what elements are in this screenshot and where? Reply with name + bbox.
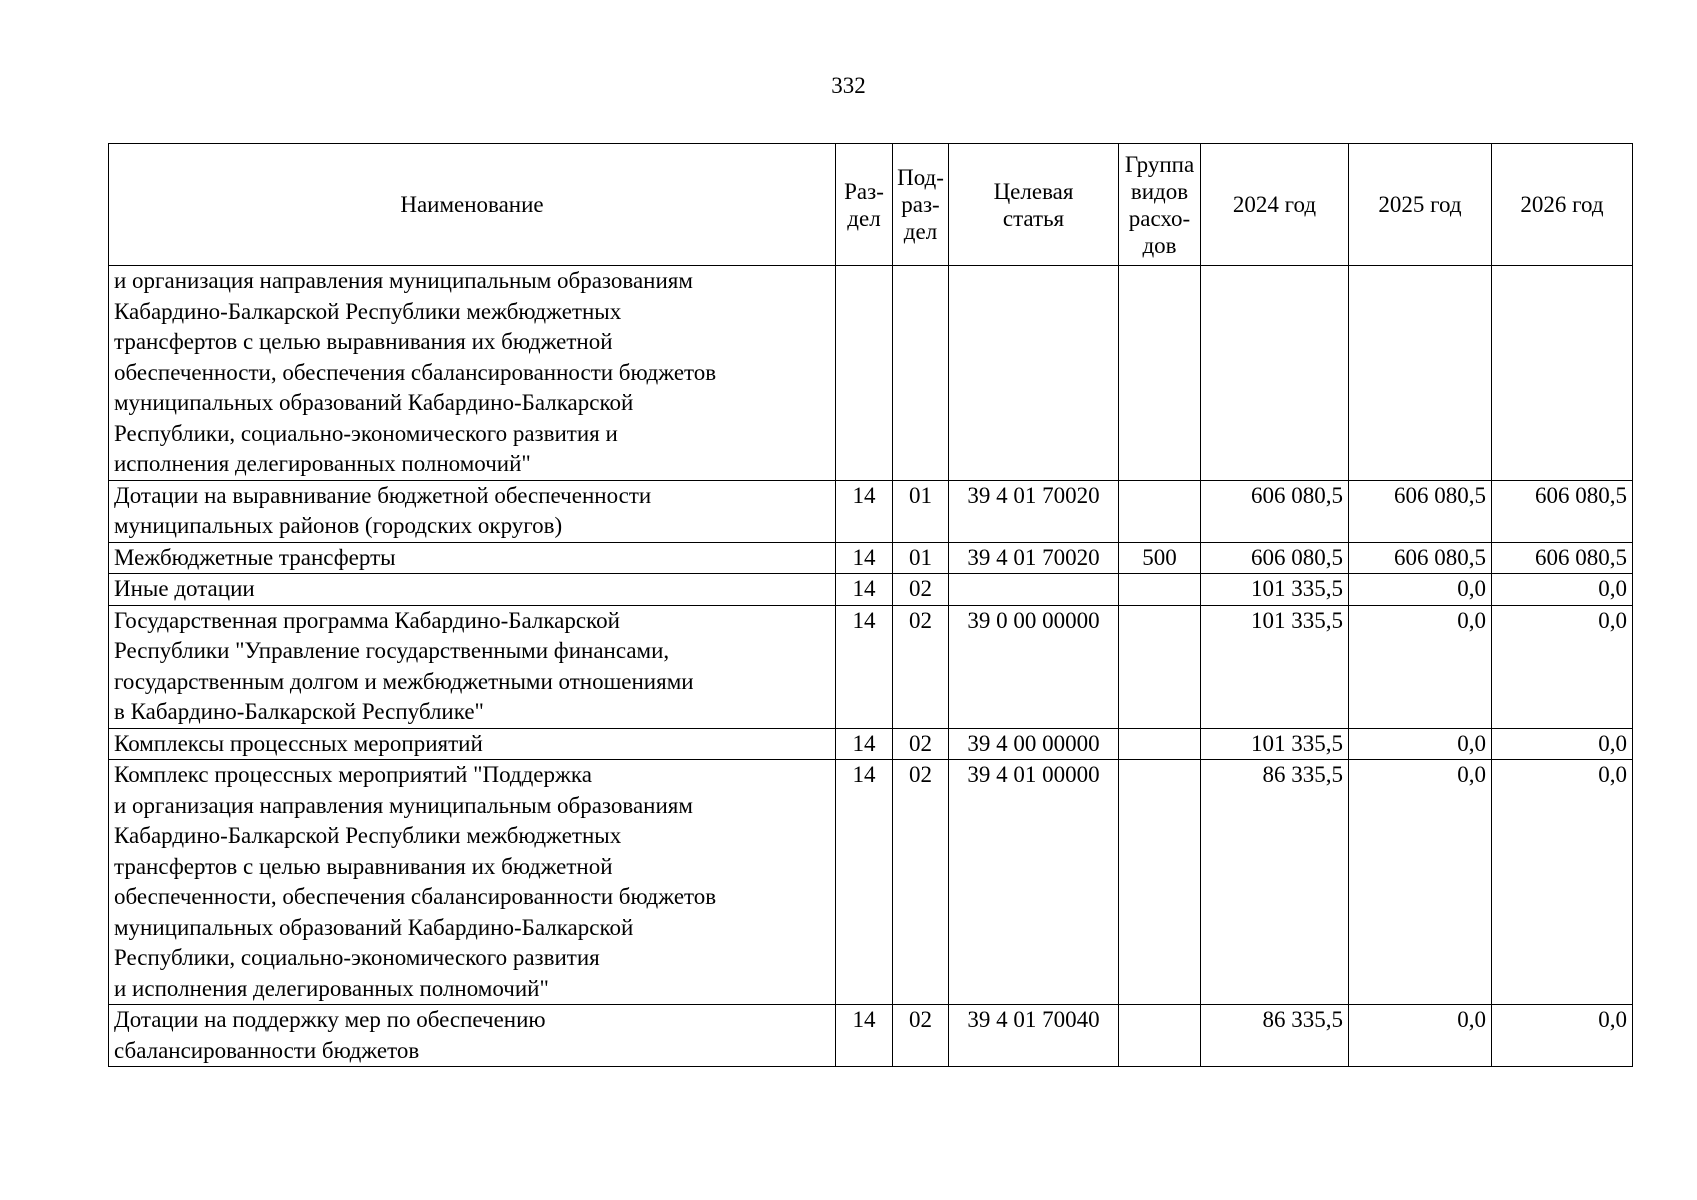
row-gruppa: 500 — [1119, 542, 1201, 574]
header-year-2025: 2025 год — [1349, 144, 1492, 266]
page-number: 332 — [831, 73, 866, 98]
header-podrazdel: Под- раз- дел — [893, 144, 949, 266]
row-podrazdel: 02 — [893, 760, 949, 1005]
row-tselevaya-statya: 39 4 01 70020 — [949, 542, 1119, 574]
row-value-2026 — [1492, 266, 1633, 481]
row-value-2025: 606 080,5 — [1349, 480, 1492, 542]
row-value-2026: 0,0 — [1492, 605, 1633, 728]
header-year-2024: 2024 год — [1201, 144, 1349, 266]
row-gruppa — [1119, 760, 1201, 1005]
row-value-2025: 0,0 — [1349, 728, 1492, 760]
row-value-2026: 606 080,5 — [1492, 480, 1633, 542]
row-value-2024: 606 080,5 — [1201, 480, 1349, 542]
row-name: Иные дотации — [109, 574, 836, 606]
row-podrazdel: 02 — [893, 1005, 949, 1067]
header-year-2026: 2026 год — [1492, 144, 1633, 266]
row-tselevaya-statya: 39 4 01 00000 — [949, 760, 1119, 1005]
row-podrazdel: 02 — [893, 728, 949, 760]
row-value-2024: 101 335,5 — [1201, 605, 1349, 728]
table-row — [109, 1005, 1633, 1067]
table-row — [109, 760, 1633, 1005]
table-row — [109, 574, 1633, 606]
row-razdel: 14 — [836, 574, 893, 606]
budget-table — [108, 143, 1633, 1067]
row-value-2024: 101 335,5 — [1201, 728, 1349, 760]
row-value-2025: 606 080,5 — [1349, 542, 1492, 574]
row-value-2025: 0,0 — [1349, 1005, 1492, 1067]
row-name: Государственная программа Кабардино-Балкарской Республики "Управление государственными финансами, государственным долгом и межбюджетными отношениями в Кабардино-Балкарской Республике" — [109, 605, 836, 728]
header-tselevaya-statya: Целевая статья — [949, 144, 1119, 266]
row-name: Комплекс процессных мероприятий "Поддержка и организация направления муниципальным образованиям Кабардино-Балкарской Республики межбюджетных трансфертов с целью выравнивания их бюджетной обеспеченности, обеспечения сбалансированности бюджетов муниципальных образований Кабардино-Балкарской Республики, социально-экономического развития и исполнения делегированных полномочий" — [109, 760, 836, 1005]
row-tselevaya-statya — [949, 266, 1119, 481]
row-value-2025 — [1349, 266, 1492, 481]
row-tselevaya-statya: 39 4 01 70020 — [949, 480, 1119, 542]
row-razdel: 14 — [836, 728, 893, 760]
row-razdel: 14 — [836, 542, 893, 574]
row-value-2026: 0,0 — [1492, 1005, 1633, 1067]
row-podrazdel: 02 — [893, 605, 949, 728]
row-name: Межбюджетные трансферты — [109, 542, 836, 574]
row-tselevaya-statya: 39 4 01 70040 — [949, 1005, 1119, 1067]
header-razdel: Раз- дел — [836, 144, 893, 266]
row-razdel: 14 — [836, 760, 893, 1005]
row-name: Дотации на выравнивание бюджетной обеспеченности муниципальных районов (городских округов) — [109, 480, 836, 542]
row-value-2024: 86 335,5 — [1201, 1005, 1349, 1067]
table-row — [109, 266, 1633, 481]
row-name: Комплексы процессных мероприятий — [109, 728, 836, 760]
row-podrazdel: 02 — [893, 574, 949, 606]
row-name: Дотации на поддержку мер по обеспечению сбалансированности бюджетов — [109, 1005, 836, 1067]
row-name: и организация направления муниципальным образованиям Кабардино-Балкарской Республики межбюджетных трансфертов с целью выравнивания их бюджетной обеспеченности, обеспечения сбалансированности бюджетов муниципальных образований Кабардино-Балкарской Республики, социально-экономического развития и исполнения делегированных полномочий" — [109, 266, 836, 481]
row-value-2025: 0,0 — [1349, 605, 1492, 728]
row-gruppa — [1119, 574, 1201, 606]
row-podrazdel: 01 — [893, 542, 949, 574]
row-value-2025: 0,0 — [1349, 760, 1492, 1005]
row-gruppa — [1119, 1005, 1201, 1067]
row-tselevaya-statya: 39 4 00 00000 — [949, 728, 1119, 760]
row-gruppa — [1119, 480, 1201, 542]
row-razdel: 14 — [836, 605, 893, 728]
row-value-2026: 0,0 — [1492, 574, 1633, 606]
row-tselevaya-statya: 39 0 00 00000 — [949, 605, 1119, 728]
table-row — [109, 605, 1633, 728]
row-value-2025: 0,0 — [1349, 574, 1492, 606]
row-razdel — [836, 266, 893, 481]
table-header-row — [109, 144, 1633, 266]
row-gruppa — [1119, 266, 1201, 481]
row-gruppa — [1119, 605, 1201, 728]
row-tselevaya-statya — [949, 574, 1119, 606]
row-razdel: 14 — [836, 1005, 893, 1067]
table-row — [109, 728, 1633, 760]
row-value-2024: 606 080,5 — [1201, 542, 1349, 574]
table-row — [109, 542, 1633, 574]
row-value-2024 — [1201, 266, 1349, 481]
row-podrazdel — [893, 266, 949, 481]
table-row — [109, 480, 1633, 542]
row-razdel: 14 — [836, 480, 893, 542]
row-value-2026: 606 080,5 — [1492, 542, 1633, 574]
row-value-2024: 101 335,5 — [1201, 574, 1349, 606]
header-gruppa-vidov-raskhodov: Группа видов расхо- дов — [1119, 144, 1201, 266]
row-podrazdel: 01 — [893, 480, 949, 542]
row-value-2026: 0,0 — [1492, 760, 1633, 1005]
header-name: Наименование — [109, 144, 836, 266]
row-value-2024: 86 335,5 — [1201, 760, 1349, 1005]
row-value-2026: 0,0 — [1492, 728, 1633, 760]
row-gruppa — [1119, 728, 1201, 760]
